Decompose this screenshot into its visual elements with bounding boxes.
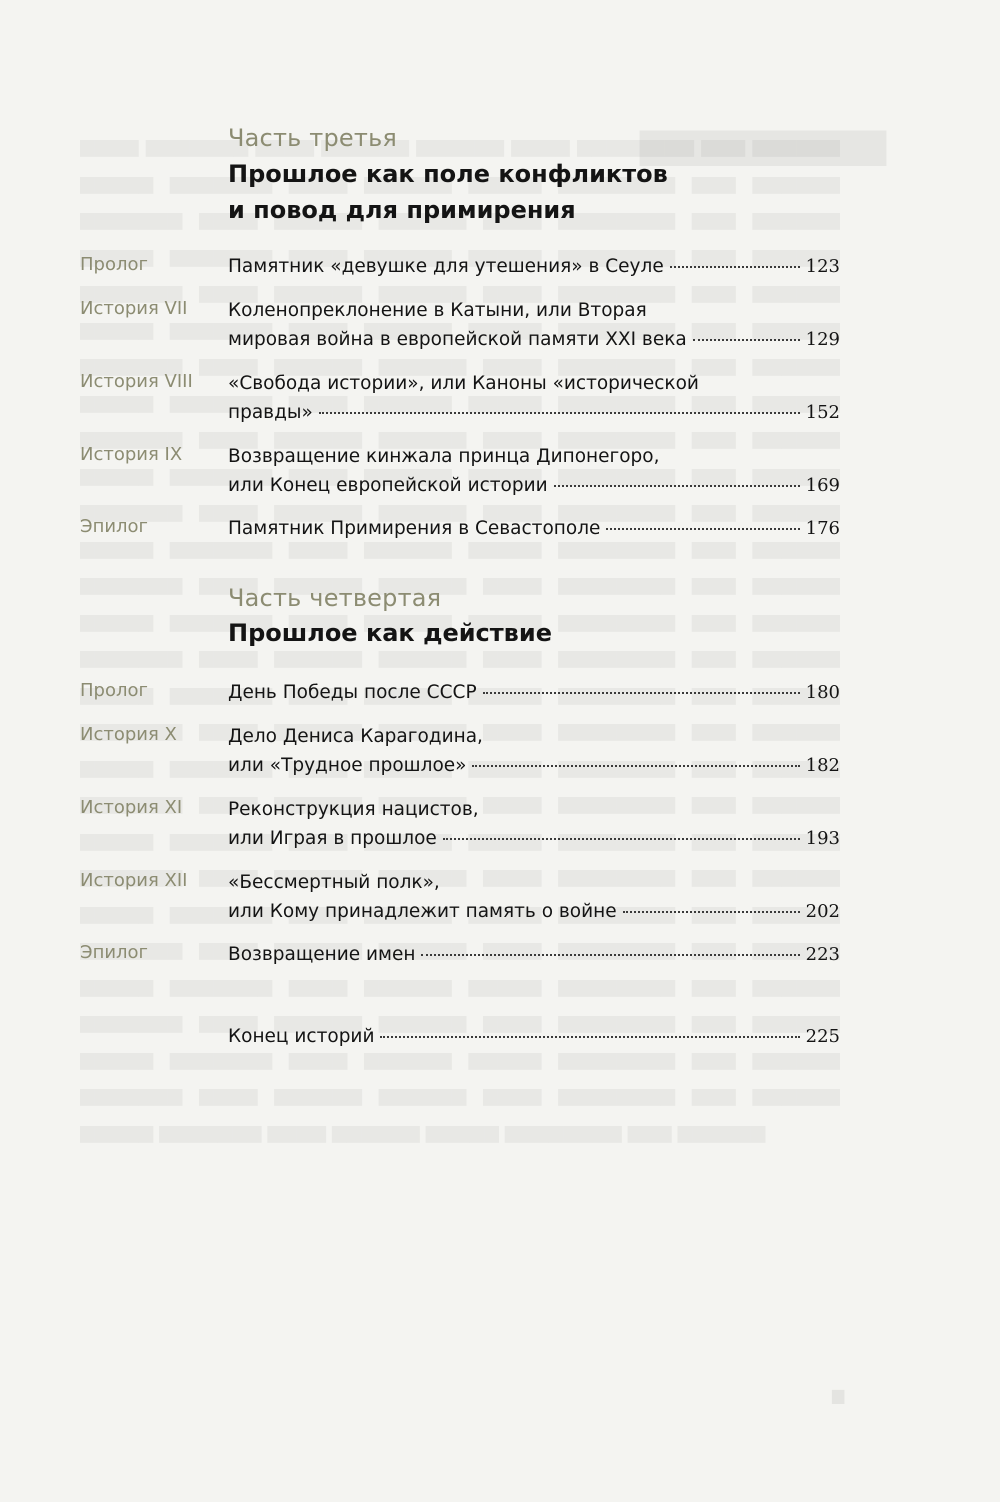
entry-title-line: День Победы после СССР [228,682,477,703]
entry-title [228,296,840,354]
dot-leader [472,765,799,767]
dot-leader [483,692,800,694]
part-4-label: Часть четвертая [228,584,442,612]
entry-page-number: 193 [805,828,840,849]
entry-label: Эпилог [80,516,149,537]
dot-leader [670,266,800,268]
entry-label: История X [80,724,177,745]
entry-label: История VIII [80,371,193,392]
entry-label: Пролог [80,680,148,701]
entry-label: История IX [80,444,183,465]
entry-page-number: 169 [805,475,840,496]
part-4-title-line-1: Прошлое как действие [228,619,552,647]
entry-title [228,940,840,969]
dot-leader [380,1036,799,1038]
entry-title-line: «Бессмертный полк», [228,872,440,893]
entry-title-line: Памятник «девушке для утешения» в Сеуле [228,256,664,277]
entry-title [228,795,840,853]
entry-title-line: или Играя в прошлое [228,828,437,849]
entry-page-number: 152 [805,402,840,423]
entry-title-line: Коленопреклонение в Катыни, или Вторая [228,300,647,321]
entry-label: Эпилог [80,942,149,963]
dot-leader [606,528,799,530]
entry-page-number: 129 [805,329,840,350]
dot-leader [443,838,800,840]
entry-title [228,442,840,500]
entry-title-line: мировая война в европейской памяти XXI века [228,329,687,350]
entry-page-number: 223 [805,944,840,965]
entry-page-number: 176 [805,518,840,539]
bleed-through-page-number: ▆ [832,1385,845,1404]
entry-title-line: Дело Дениса Карагодина, [228,726,483,747]
entry-label: История XI [80,797,183,818]
entry-title [228,722,840,780]
entry-title-line: или «Трудное прошлое» [228,755,467,776]
entry-title [228,678,840,707]
entry-page-number: 123 [805,256,840,277]
entry-title [228,1022,840,1051]
entry-page-number: 225 [805,1026,840,1047]
dot-leader [693,339,800,341]
entry-title-line: Реконструкция нацистов, [228,799,479,820]
dot-leader [623,911,800,913]
dot-leader [319,412,800,414]
entry-title-line: Конец историй [228,1026,375,1047]
entry-page-number: 202 [805,901,840,922]
entry-title [228,252,840,281]
bleed-through-heading: ▆▆▆▆▆▆▆▆ [640,120,887,166]
entry-page-number: 180 [805,682,840,703]
entry-title-line: Возвращение кинжала принца Дипонегоро, [228,446,660,467]
entry-page-number: 182 [805,755,840,776]
part-3-title-line-1: Прошлое как поле конфликтов [228,160,668,188]
entry-title [228,868,840,926]
entry-label: История XII [80,870,188,891]
dot-leader [554,485,800,487]
part-3-label: Часть третья [228,124,398,152]
entry-title [228,369,840,427]
entry-title-line: «Свобода истории», или Каноны «исторической [228,373,699,394]
entry-label: Пролог [80,254,148,275]
dot-leader [421,954,799,956]
entry-title-line: или Конец европейской истории [228,475,548,496]
entry-title-line: правды» [228,402,313,423]
part-3-title-line-2: и повод для примирения [228,196,576,224]
entry-title-line: Памятник Примирения в Севастополе [228,518,601,539]
entry-title-line: Возвращение имен [228,944,416,965]
entry-title-line: или Кому принадлежит память о войне [228,901,617,922]
entry-title [228,514,840,543]
entry-label: История VII [80,298,188,319]
